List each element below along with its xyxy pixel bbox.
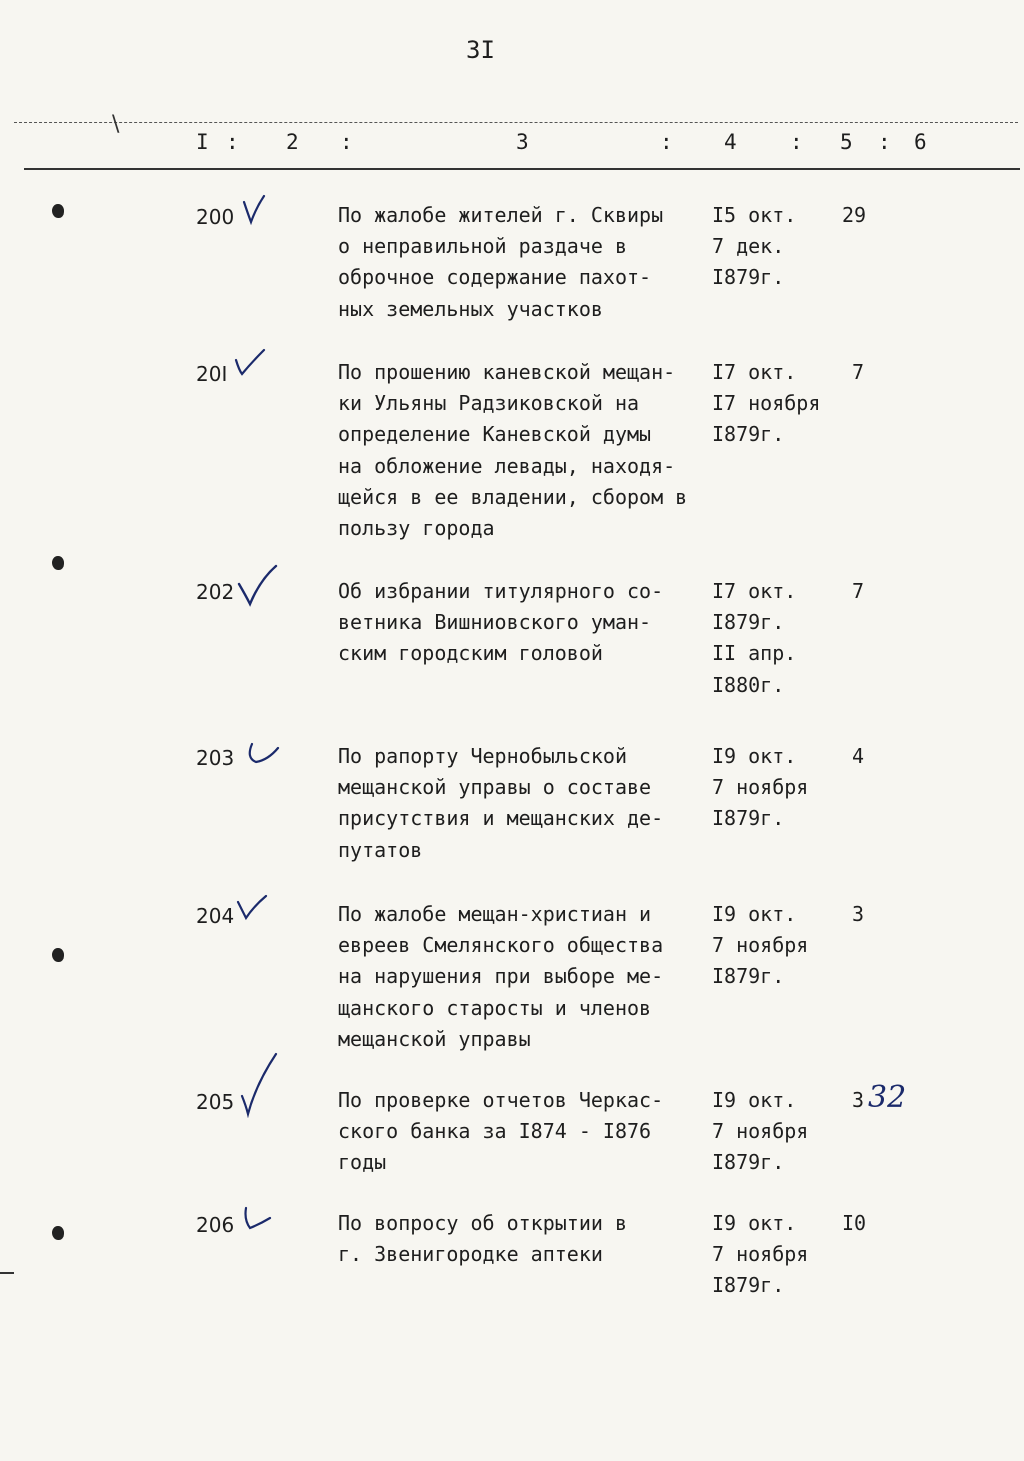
header-col-2: 2	[286, 130, 299, 154]
check-mark-icon	[236, 562, 280, 608]
header-sep: :	[340, 130, 353, 154]
header-col-6: 6	[914, 130, 927, 154]
check-mark-icon	[240, 1204, 274, 1234]
check-mark-icon	[244, 740, 282, 770]
sheet-count: 4	[852, 744, 865, 768]
header-col-1: I	[196, 130, 209, 154]
page-number: 3I	[466, 36, 495, 64]
header-col-5: 5	[840, 130, 853, 154]
sheet-count: 7	[852, 360, 865, 384]
header-sep: :	[660, 130, 673, 154]
case-title: По вопросу об открытии в г. Звенигородке аптеки	[338, 1211, 627, 1267]
case-title: По рапорту Чернобыльской мещанской управы о составе присутствия и мещанских де- путатов	[338, 744, 664, 862]
row-number: 20I	[196, 362, 228, 386]
row-number: 205	[196, 1090, 235, 1114]
sheet-count: I0	[842, 1211, 867, 1235]
case-title: По прошению каневской мещан- ки Ульяны Радзиковской на определение Каневской думы на обложение левады, находя- щейся в ее владении, сбором в пользу города	[338, 360, 688, 541]
row-number: 206	[196, 1213, 235, 1237]
check-mark-icon	[240, 192, 272, 226]
check-mark-icon	[232, 346, 268, 380]
header-col-3: 3	[516, 130, 529, 154]
case-title: Об избрании титулярного со- ветника Вишниовского уман- ским городским головой	[338, 579, 664, 666]
row-number: 203	[196, 746, 235, 770]
sheet-count: 7	[852, 579, 865, 603]
header-sep: :	[878, 130, 891, 154]
case-dates: I7 окт. I7 ноября I879г.	[712, 360, 821, 447]
row-number: 202	[196, 580, 235, 604]
punch-hole	[52, 204, 64, 218]
case-dates: I9 окт. 7 ноября I879г.	[712, 1088, 809, 1175]
handwritten-page-correction: 32	[868, 1080, 907, 1115]
case-dates: I7 окт. I879г. II апр. I880г.	[712, 579, 797, 697]
row-number: 200	[196, 205, 235, 229]
case-dates: I9 окт. 7 ноября I879г.	[712, 744, 809, 831]
case-title: По жалобе жителей г. Сквиры о неправильной раздаче в оброчное содержание пахот- ных земельных участков	[338, 203, 664, 321]
stray-mark: \	[112, 112, 120, 137]
sheet-count: 3	[852, 902, 865, 926]
header-col-4: 4	[724, 130, 737, 154]
punch-hole	[52, 556, 64, 570]
punch-hole	[52, 948, 64, 962]
punch-hole	[52, 1226, 64, 1240]
sheet-count: 3	[852, 1088, 865, 1112]
header-bottom-rule	[24, 168, 1020, 170]
header-sep: :	[790, 130, 803, 154]
case-dates: I5 окт. 7 дек. I879г.	[712, 203, 797, 290]
case-title: По проверке отчетов Черкас- ского банка за I874 - I876 годы	[338, 1088, 664, 1175]
edge-mark	[0, 1272, 14, 1274]
header-top-rule	[14, 122, 1018, 123]
check-mark-icon	[238, 1050, 282, 1118]
row-number: 204	[196, 904, 235, 928]
header-sep: :	[226, 130, 239, 154]
case-dates: I9 окт. 7 ноября I879г.	[712, 1211, 809, 1298]
case-title: По жалобе мещан-христиан и евреев Смелянского общества на нарушения при выборе ме- щанского старосты и членов мещанской управы	[338, 902, 664, 1051]
check-mark-icon	[234, 892, 270, 924]
case-dates: I9 окт. 7 ноября I879г.	[712, 902, 809, 989]
sheet-count: 29	[842, 203, 867, 227]
